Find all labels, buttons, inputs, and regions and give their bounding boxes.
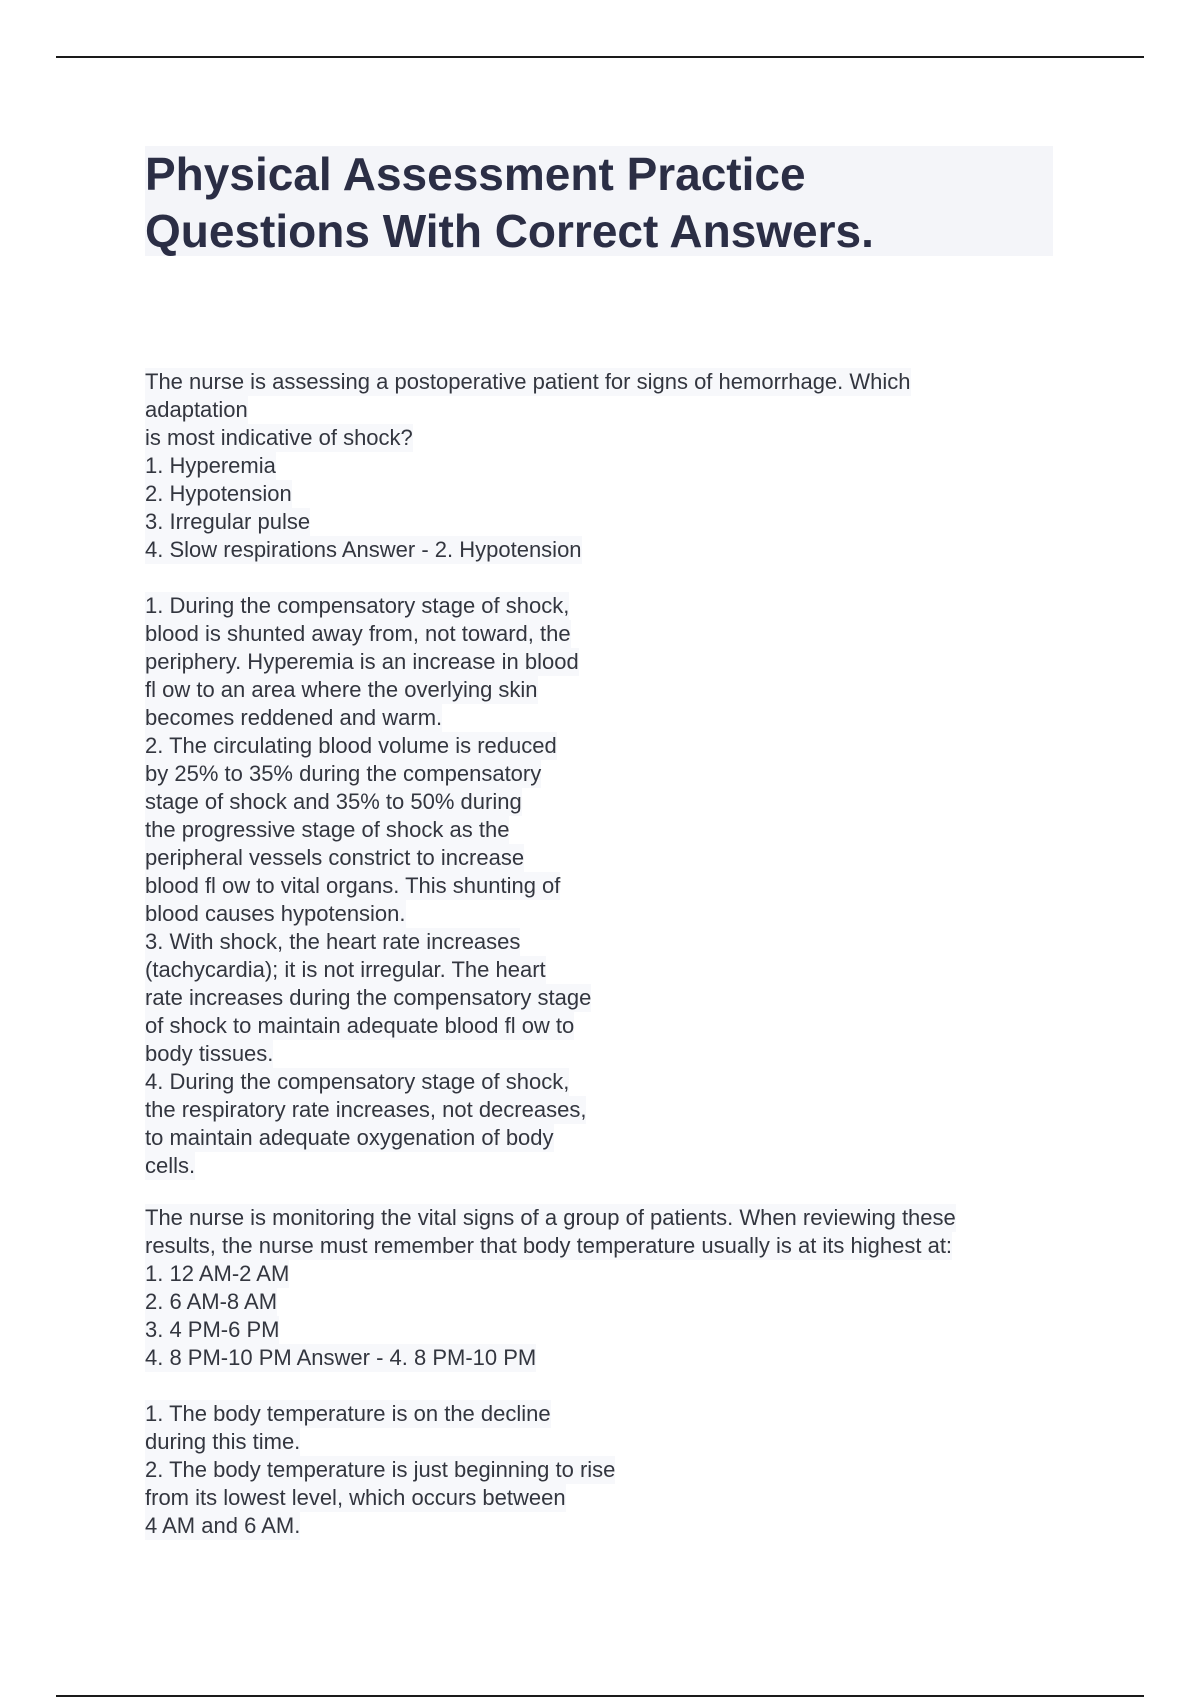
rationale-1-line: blood causes hypotension. [145,901,406,926]
question-2 [145,1204,956,1372]
rationale-1-line: fl ow to an area where the overlying skin [145,677,538,702]
rationale-1-line: cells. [145,1153,196,1178]
question-2-option: 2. 6 AM-8 AM [145,1289,278,1314]
rationale-1-line: periphery. Hyperemia is an increase in blood [145,649,579,674]
rationale-1-line: the progressive stage of shock as the [145,817,510,842]
rationale-1-line: 3. With shock, the heart rate increases [145,929,521,954]
question-1-option: 2. Hypotension [145,481,292,506]
rationale-1-line: blood fl ow to vital organs. This shunting of [145,873,561,898]
question-2-line: The nurse is monitoring the vital signs of a group of patients. When reviewing these [145,1205,956,1230]
question-1 [145,368,911,564]
question-1-line: The nurse is assessing a postoperative patient for signs of hemorrhage. Which [145,369,911,394]
question-1-line: adaptation [145,397,248,422]
bottom-divider [56,1695,1144,1697]
rationale-2-line: 4 AM and 6 AM. [145,1513,301,1538]
rationale-1-line: blood is shunted away from, not toward, the [145,621,571,646]
title-line-1: Physical Assessment Practice [145,148,806,200]
rationale-2-line: during this time. [145,1429,301,1454]
question-2-option: 1. 12 AM-2 AM [145,1261,290,1286]
rationale-1-line: of shock to maintain adequate blood fl ow to [145,1013,575,1038]
rationale-2-line: from its lowest level, which occurs between [145,1485,566,1510]
top-divider [56,56,1144,58]
rationale-1-line: 1. During the compensatory stage of shock, [145,593,570,618]
rationale-1 [145,592,591,1180]
rationale-2-line: 2. The body temperature is just beginning to rise [145,1457,616,1482]
question-2-option: 3. 4 PM-6 PM [145,1317,280,1342]
question-1-option: 1. Hyperemia [145,453,276,478]
title-line-2: Questions With Correct Answers. [145,205,874,257]
rationale-1-line: the respiratory rate increases, not decreases, [145,1097,587,1122]
rationale-1-line: to maintain adequate oxygenation of body [145,1125,554,1150]
question-2-line: results, the nurse must remember that body temperature usually is at its highest at: [145,1233,953,1258]
rationale-2 [145,1400,615,1540]
rationale-1-line: body tissues. [145,1041,274,1066]
document-title [145,146,1053,256]
rationale-1-line: peripheral vessels constrict to increase [145,845,525,870]
rationale-2-line: 1. The body temperature is on the decline [145,1401,551,1426]
question-1-option: 3. Irregular pulse [145,509,311,534]
rationale-1-line: (tachycardia); it is not irregular. The heart [145,957,546,982]
question-2-option-answer: 4. 8 PM-10 PM Answer - 4. 8 PM-10 PM [145,1345,537,1370]
rationale-1-line: by 25% to 35% during the compensatory [145,761,542,786]
rationale-1-line: stage of shock and 35% to 50% during [145,789,522,814]
rationale-1-line: becomes reddened and warm. [145,705,443,730]
question-1-line: is most indicative of shock? [145,425,413,450]
rationale-1-line: rate increases during the compensatory stage [145,985,592,1010]
question-1-option-answer: 4. Slow respirations Answer - 2. Hypotension [145,537,582,562]
rationale-1-line: 4. During the compensatory stage of shock, [145,1069,570,1094]
rationale-1-line: 2. The circulating blood volume is reduced [145,733,557,758]
